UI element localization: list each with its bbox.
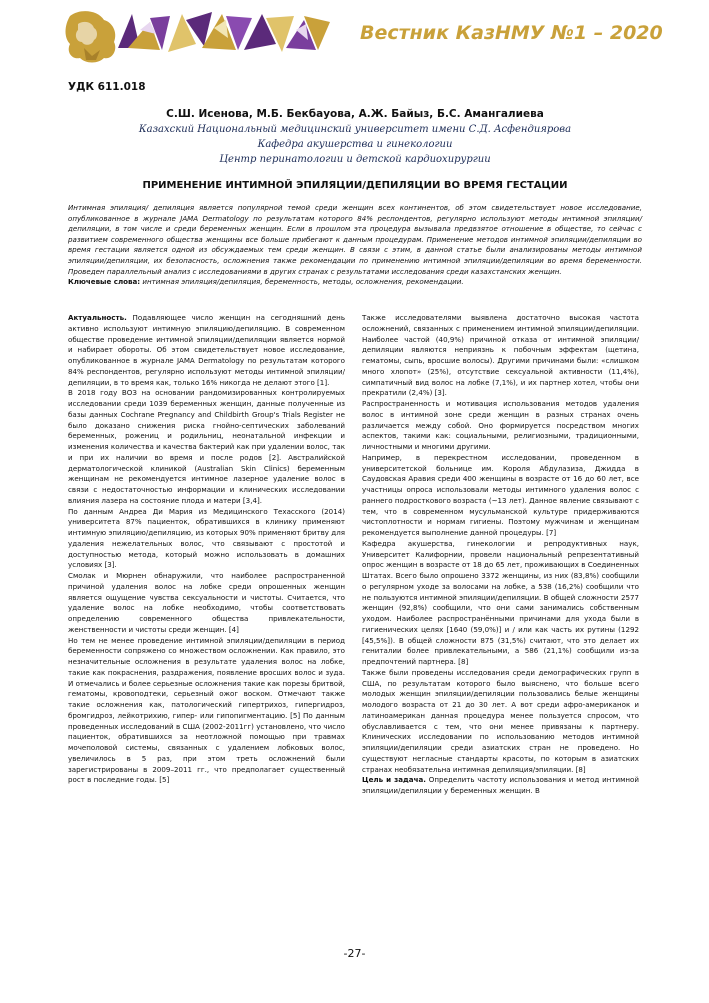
header-ornament xyxy=(118,12,330,52)
journal-title: Вестник КазНМУ №1 – 2020 xyxy=(360,22,663,44)
paragraph-text: Распространенность и мотивация использования методов удаления волос в интимной зоне среди женщин в разных странах очень различается между собой. Оно формируется посредством многих аспектов, такими как: социальными, религиозными, традиционными, личностными и многими другими. xyxy=(362,399,639,451)
keywords-text: интимная эпиляция/депиляция, беременность, методы, осложнения, рекомендации. xyxy=(140,277,464,287)
paragraph-text: Смолак и Мюрнен обнаружили, что наиболее распространенной причиной удаления волос на лобке среди опрошенных женщин является ощущение чувства сексуальности и чистоты. Считается, что удаление волос на лобке необходимо, чтобы соответствовать определению современного общества привлекательности, женственности и чистоты среди женщин. [4] xyxy=(68,571,345,634)
authors: С.Ш. Исенова, М.Б. Бекбауова, А.Ж. Байыз, Б.С. Амангалиева xyxy=(166,108,544,120)
affiliation-university: Казахский Национальный медицинский университет имени С.Д. Асфендиярова xyxy=(138,124,572,135)
keywords-label: Ключевые слова: xyxy=(68,277,141,287)
paragraph-text: Кафедра акушерства, гинекологии и репродуктивных наук, Университет Калифорнии, провели национальный репрезентативный опрос женщин в возрасте от 18 до 65 лет, проживающих в Соединенных Штатах. Всего было опрошено 3372 женщины, из них (83,8%) сообщили о регулярном уходе за волосами на лобке, а 538 (16,2%) сообщили что не пользуются интимной эпиляции/депиляции. В общей сложности 2577 женщин (92,8%) сообщили, что они сами занимались собственным уходом. Наиболее распространёнными причинами для ухода были в гигиенических целях [1640 (59,0%)] и / или как часть их рутины (1292 [45,5%]). В общей сложности 875 (31,5%) считают, что это делает их гениталии более привлекательными, а 586 (21,1%) сообщили из-за предпочтений партнера. [8] xyxy=(362,538,639,666)
paragraph xyxy=(362,313,639,399)
udk-code: УДК 611.018 xyxy=(68,81,146,93)
article-title: ПРИМЕНЕНИЕ ИНТИМНОЙ ЭПИЛЯЦИИ/ДЕПИЛЯЦИИ ВО ВРЕМЯ ГЕСТАЦИИ xyxy=(142,180,568,191)
paragraph-text: В 2018 году ВОЗ на основании рандомизированных контролируемых исследовании среди 1039 беременных женщин, данные полученные из базы данных Cochrane Pregnancy and Childbirth Group's Trials Register не было доказано снижения риска гнойно-септических заболеваний беременных, рожениц и родильниц, неонатальной инфекции и изменения количества и качества бактерий как при удалении волос, так и при их наличии во время и после родов [2]. Австралийской дерматологической клиникой (Australian Skin Clinics) беременным женщинам не рекомендуется интимное лазерное удаление волос в связи с недостаточностью информации и клинических исследовании влияния лазера на состояние плода и матери [3,4]. xyxy=(68,388,345,505)
paragraph xyxy=(68,507,345,572)
abstract-text: Интимная эпиляция/ депиляция является популярной темой среди женщин всех континентов, об этом свидетельствует новое исследование, опубликованное в журнале JAMA Dermatology по результатам которого 84% респондентов, регулярно используют методы интимной эпиляции/депиляции, в том числе и среди беременных женщин. Если в прошлом эта процедура вызывала предвзятое отношение в обществе, то сейчас с развитием современного общества женщины все больше прибегают к данным процедурам. Применение методов интимной эпиляции/депиляции во время гестации является одной из обсуждаемых тем среди женщин. В связи с этим, в данной статье были анализированы методы интимной эпиляции/депиляции, их безопасность, осложнения также рекомендации по применению интимной эпиляции/депиляции во время беременности. Проведен параллельный анализ с исследованиями в других странах с результатами исследования среди казахстанских женщин. xyxy=(68,203,642,276)
paragraph xyxy=(68,388,345,506)
lion-emblem-icon xyxy=(66,11,116,62)
paragraph-text: Определить частоту использования и метод интимной эпиляции/депиляции у беременных женщин. В xyxy=(362,775,640,795)
paragraph xyxy=(68,571,345,636)
page-number: -27- xyxy=(343,947,366,960)
section-label: Актуальность. xyxy=(68,313,127,322)
section-label: Цель и задача. xyxy=(362,775,426,785)
paragraph xyxy=(68,313,345,388)
paragraph-text: Например, в перекрестном исследовании, проведенном в университетской больнице им. Короля Абдулазиза, Джидда в Саудовская Аравия среди 400 женщины в возрасте от 16 до 60 лет, все участницы опроса использовали методы интимного удаления волос с раннего подросткового возраста (~13 лет). Данное явление связывают с тем, что в современном мусульманской культуре придерживаются чистоплотности и нормам гигиены. Поэтому мужчинам и женщинам рекомендуется выполнение данной процедуры. [7] xyxy=(362,452,639,537)
right-column xyxy=(362,313,639,797)
paragraph-text: Также были проведены исследования среди демографических групп в США, по результатам которого было выяснено, что больше всего молодых женщин эпиляции/депиляции пользовались белые женщины молодого возраста от 21 до 30 лет. А вот среди афро-американок и латиноамерикан данная процедура менее пользуется спросом, что обуславливается с тем, что они менее привязаны к партнеру. Клинических исследовании по использованию методов интимной эпиляции/депиляции среди азиатских стран не проведено. Но существуют негласные стандарты красоты, по которым в азиатских странах необязательна интимная депиляция/эпиляции. [8] xyxy=(362,667,639,774)
affiliation-center: Центр перинатологии и детской кардиохирургии xyxy=(219,154,491,165)
paragraph xyxy=(362,539,639,668)
left-column xyxy=(68,313,345,786)
abstract xyxy=(68,203,642,288)
paragraph xyxy=(362,399,639,453)
paragraph xyxy=(362,453,639,539)
journal-header xyxy=(0,0,709,80)
paragraph-text: Но тем не менее проведение интимной эпиляции/депиляции в период беременности сопряжено со множеством осложнении. Как правило, это незначительные осложнения в результате удаления волос на лобке, такие как покраснения, раздражения, появление вросших волос и зуда. И отмечались и более серьезные осложнения такие как порезы бритвой, гематомы, кровоподтеки, серьезный ожог воском. Отмечают также такие осложнения как, патологический гипертрихоз, гипергидроз, бромгидроз, лейкотрихию, гипер- или гипопигментацию. [5] По данным проведенных исследований в США (2002-2011гг) установлено, что число пациенток, обратившихся за неотложной помощью при травмах мочеполовой системы, связанных с удалением лобковых волос, увеличилось в 5 раз, при этом треть осложнений были зарегистрированы в 2009–2011 гг., что предполагает существенный рост в последние годы. [5] xyxy=(68,635,345,785)
paragraph xyxy=(362,775,639,797)
paragraph-text: Также исследователями выявлена достаточно высокая частота осложнений, связанных с применением интимной эпиляции/депиляции. Наиболее частой (40,9%) причиной отказа от интимной эпиляции/депиляции являются неприязнь к побочным эффектам (щетина, гематомы, сыпь, вросшие волосы). Другими причинами были: «слишком много хлопот» (25%), отсутствие сексуальной активности (11,4%), симпатичный вид волос на лобке (7,1%), и их партнер хотел, чтобы они прекратили (2,4%) [3]. xyxy=(362,313,639,398)
paragraph xyxy=(362,668,639,776)
affiliation-department: Кафедра акушерства и гинекологии xyxy=(257,139,453,150)
paragraph-text: По данным Андреа Ди Мария из Медицинского Техасского (2014) университета 87% пациенток, обратившихся в клинику применяют интимную эпиляцию/депиляцию, из которых 90% применяют бритву для удаления нежелательных волос, что связывают с простотой и доступностью метода, который можно использовать в домашних условиях [3]. xyxy=(68,506,345,570)
paragraph-text: Подавляющее число женщин на сегодняшний день активно используют интимную эпиляцию/депиляцию. В современном обществе проведение интимной эпиляции/депиляции является нормой и набирает обороты. Об этом свидетельствует новое исследование, опубликованное в журнале JAMA Dermatology по результатам которого 84% респондентов, регулярно используют методы интимной эпиляции/депиляции, в то время как, только 16% никогда не делают этого [1]. xyxy=(68,313,345,387)
paragraph xyxy=(68,636,345,787)
keywords xyxy=(68,277,642,288)
